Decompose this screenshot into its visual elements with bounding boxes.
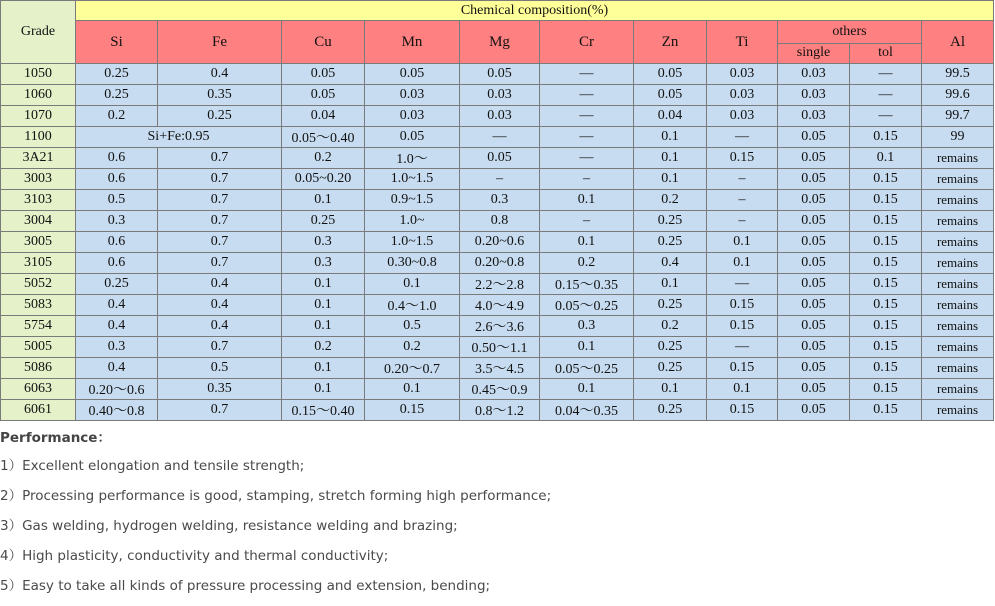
tol-cell: 0.15 <box>850 127 922 148</box>
mg-cell: 3.5～4.5 <box>460 358 540 379</box>
cu-cell: 0.15～0.40 <box>282 400 365 421</box>
zn-cell: 0.25 <box>634 295 707 316</box>
cr-cell: — <box>540 64 634 85</box>
fe-cell: 0.7 <box>158 148 282 169</box>
grade-cell: 3105 <box>1 253 76 274</box>
si-cell: 0.4 <box>76 295 158 316</box>
mg-cell: 0.05 <box>460 64 540 85</box>
si-cell: 0.25 <box>76 64 158 85</box>
fe-cell: 0.7 <box>158 211 282 232</box>
cu-cell: 0.1 <box>282 274 365 295</box>
al-cell: remains <box>922 148 994 169</box>
grade-cell: 3003 <box>1 169 76 190</box>
grade-cell: 1070 <box>1 106 76 127</box>
cu-cell: 0.25 <box>282 211 365 232</box>
table-row <box>1 148 994 169</box>
performance-item: 1）Excellent elongation and tensile strength; <box>0 458 305 474</box>
tol-cell: 0.15 <box>850 190 922 211</box>
performance-title: Performance： <box>0 430 111 446</box>
element-header-fe: Fe <box>158 21 282 64</box>
cu-cell: 0.1 <box>282 358 365 379</box>
table-row <box>1 127 994 148</box>
mn-cell: 0.05 <box>365 64 460 85</box>
mn-cell: 0.5 <box>365 316 460 337</box>
zn-cell: 0.04 <box>634 106 707 127</box>
grade-cell: 5005 <box>1 337 76 358</box>
single-cell: 0.05 <box>778 274 850 295</box>
si-cell: 0.6 <box>76 232 158 253</box>
fe-cell: 0.35 <box>158 85 282 106</box>
mg-cell: 0.05 <box>460 148 540 169</box>
grade-cell: 3103 <box>1 190 76 211</box>
single-cell: 0.05 <box>778 169 850 190</box>
cu-cell: 0.2 <box>282 148 365 169</box>
single-cell: 0.05 <box>778 400 850 421</box>
grade-cell: 1050 <box>1 64 76 85</box>
cu-cell: 0.05 <box>282 85 365 106</box>
mn-cell: 1.0～ <box>365 148 460 169</box>
single-cell: 0.03 <box>778 106 850 127</box>
element-header-zn: Zn <box>634 21 707 64</box>
zn-cell: 0.25 <box>634 358 707 379</box>
al-cell: remains <box>922 400 994 421</box>
mg-cell: – <box>460 169 540 190</box>
si-fe-cell: Si+Fe:0.95 <box>76 127 282 148</box>
single-cell: 0.05 <box>778 295 850 316</box>
cu-cell: 0.2 <box>282 337 365 358</box>
single-cell: 0.05 <box>778 127 850 148</box>
al-cell: 99.6 <box>922 85 994 106</box>
si-cell: 0.25 <box>76 274 158 295</box>
grade-header: Grade <box>1 1 76 64</box>
mg-cell: 0.20~0.8 <box>460 253 540 274</box>
grade-cell: 6061 <box>1 400 76 421</box>
tol-cell: 0.15 <box>850 295 922 316</box>
element-header-si: Si <box>76 21 158 64</box>
table-row <box>1 400 994 421</box>
mg-cell: 0.20~0.6 <box>460 232 540 253</box>
fe-cell: 0.7 <box>158 232 282 253</box>
mn-cell: 0.20～0.7 <box>365 358 460 379</box>
mn-cell: 0.2 <box>365 337 460 358</box>
cr-cell: 0.1 <box>540 337 634 358</box>
cr-cell: — <box>540 127 634 148</box>
single-cell: 0.05 <box>778 379 850 400</box>
cr-cell: 0.05～0.25 <box>540 358 634 379</box>
fe-cell: 0.7 <box>158 253 282 274</box>
cu-cell: 0.05~0.20 <box>282 169 365 190</box>
mg-cell: 0.8 <box>460 211 540 232</box>
mg-cell: 0.03 <box>460 106 540 127</box>
mn-cell: 0.1 <box>365 274 460 295</box>
table-row <box>1 316 994 337</box>
cr-cell: 0.1 <box>540 232 634 253</box>
table-row <box>1 358 994 379</box>
mg-cell: — <box>460 127 540 148</box>
zn-cell: 0.25 <box>634 337 707 358</box>
others-tol-header: tol <box>850 43 922 63</box>
fe-cell: 0.7 <box>158 190 282 211</box>
cu-cell: 0.05～0.40 <box>282 127 365 148</box>
si-cell: 0.5 <box>76 190 158 211</box>
tol-cell: — <box>850 106 922 127</box>
grade-cell: 3A21 <box>1 148 76 169</box>
zn-cell: 0.1 <box>634 169 707 190</box>
tol-cell: — <box>850 64 922 85</box>
al-cell: remains <box>922 379 994 400</box>
mn-cell: 0.05 <box>365 127 460 148</box>
tol-cell: 0.15 <box>850 253 922 274</box>
zn-cell: 0.1 <box>634 379 707 400</box>
table-row <box>1 379 994 400</box>
mg-cell: 2.6～3.6 <box>460 316 540 337</box>
table-row <box>1 190 994 211</box>
tol-cell: 0.15 <box>850 232 922 253</box>
others-header: others <box>778 21 922 44</box>
al-cell: remains <box>922 211 994 232</box>
cu-cell: 0.1 <box>282 190 365 211</box>
table-row <box>1 85 994 106</box>
table-row <box>1 253 994 274</box>
cr-cell: – <box>540 169 634 190</box>
cr-cell: 0.04～0.35 <box>540 400 634 421</box>
single-cell: 0.05 <box>778 211 850 232</box>
mn-cell: 0.4～1.0 <box>365 295 460 316</box>
al-cell: remains <box>922 232 994 253</box>
ti-cell: 0.1 <box>707 232 778 253</box>
fe-cell: 0.35 <box>158 379 282 400</box>
tol-cell: 0.15 <box>850 379 922 400</box>
ti-cell: — <box>707 127 778 148</box>
mn-cell: 0.03 <box>365 85 460 106</box>
ti-cell: 0.1 <box>707 253 778 274</box>
element-header-ti: Ti <box>707 21 778 64</box>
tol-cell: 0.15 <box>850 211 922 232</box>
grade-cell: 6063 <box>1 379 76 400</box>
table-row <box>1 211 994 232</box>
grade-cell: 5083 <box>1 295 76 316</box>
cu-cell: 0.04 <box>282 106 365 127</box>
al-cell: remains <box>922 295 994 316</box>
cu-cell: 0.1 <box>282 316 365 337</box>
al-cell: 99 <box>922 127 994 148</box>
cr-cell: 0.05～0.25 <box>540 295 634 316</box>
single-cell: 0.05 <box>778 316 850 337</box>
others-single-header: single <box>778 43 850 63</box>
table-row <box>1 295 994 316</box>
si-cell: 0.20～0.6 <box>76 379 158 400</box>
al-cell: remains <box>922 316 994 337</box>
ti-cell: – <box>707 190 778 211</box>
ti-cell: 0.03 <box>707 64 778 85</box>
single-cell: 0.03 <box>778 85 850 106</box>
table-row <box>1 232 994 253</box>
mn-cell: 1.0~1.5 <box>365 169 460 190</box>
mg-cell: 2.2～2.8 <box>460 274 540 295</box>
si-cell: 0.25 <box>76 85 158 106</box>
table-body <box>1 64 994 421</box>
performance-item: 3）Gas welding, hydrogen welding, resistance welding and brazing; <box>0 518 458 534</box>
mg-cell: 0.8～1.2 <box>460 400 540 421</box>
zn-cell: 0.05 <box>634 64 707 85</box>
si-cell: 0.6 <box>76 253 158 274</box>
si-cell: 0.3 <box>76 211 158 232</box>
ti-cell: 0.03 <box>707 106 778 127</box>
al-cell: remains <box>922 358 994 379</box>
mg-cell: 4.0～4.9 <box>460 295 540 316</box>
mn-cell: 0.03 <box>365 106 460 127</box>
mn-cell: 1.0~1.5 <box>365 232 460 253</box>
zn-cell: 0.2 <box>634 190 707 211</box>
zn-cell: 0.05 <box>634 85 707 106</box>
fe-cell: 0.25 <box>158 106 282 127</box>
si-cell: 0.3 <box>76 337 158 358</box>
grade-cell: 3004 <box>1 211 76 232</box>
grade-cell: 5086 <box>1 358 76 379</box>
cr-cell: 0.1 <box>540 190 634 211</box>
fe-cell: 0.4 <box>158 316 282 337</box>
cr-cell: — <box>540 148 634 169</box>
mg-cell: 0.50～1.1 <box>460 337 540 358</box>
tol-cell: — <box>850 85 922 106</box>
zn-cell: 0.25 <box>634 400 707 421</box>
al-cell: 99.7 <box>922 106 994 127</box>
mn-cell: 0.1 <box>365 379 460 400</box>
grade-cell: 3005 <box>1 232 76 253</box>
grade-cell: 5052 <box>1 274 76 295</box>
al-header: Al <box>922 21 994 64</box>
ti-cell: 0.03 <box>707 85 778 106</box>
si-cell: 0.40～0.8 <box>76 400 158 421</box>
fe-cell: 0.5 <box>158 358 282 379</box>
performance-item: 2）Processing performance is good, stamping, stretch forming high performance; <box>0 488 552 504</box>
ti-cell: 0.15 <box>707 295 778 316</box>
cr-cell: — <box>540 106 634 127</box>
tol-cell: 0.15 <box>850 274 922 295</box>
performance-section <box>0 427 990 601</box>
element-header-cu: Cu <box>282 21 365 64</box>
single-cell: 0.05 <box>778 148 850 169</box>
table-row <box>1 106 994 127</box>
element-header-mn: Mn <box>365 21 460 64</box>
fe-cell: 0.4 <box>158 295 282 316</box>
single-cell: 0.05 <box>778 232 850 253</box>
mn-cell: 0.30~0.8 <box>365 253 460 274</box>
table-row <box>1 169 994 190</box>
zn-cell: 0.4 <box>634 253 707 274</box>
zn-cell: 0.25 <box>634 211 707 232</box>
zn-cell: 0.1 <box>634 127 707 148</box>
si-cell: 0.2 <box>76 106 158 127</box>
grade-cell: 1100 <box>1 127 76 148</box>
table-row <box>1 64 994 85</box>
zn-cell: 0.1 <box>634 274 707 295</box>
mg-cell: 0.45～0.9 <box>460 379 540 400</box>
tol-cell: 0.15 <box>850 337 922 358</box>
table-row <box>1 274 994 295</box>
element-header-cr: Cr <box>540 21 634 64</box>
cu-cell: 0.3 <box>282 253 365 274</box>
cr-cell: 0.3 <box>540 316 634 337</box>
single-cell: 0.05 <box>778 190 850 211</box>
tol-cell: 0.15 <box>850 316 922 337</box>
cr-cell: — <box>540 85 634 106</box>
fe-cell: 0.7 <box>158 337 282 358</box>
fe-cell: 0.4 <box>158 274 282 295</box>
zn-cell: 0.2 <box>634 316 707 337</box>
al-cell: 99.5 <box>922 64 994 85</box>
grade-cell: 5754 <box>1 316 76 337</box>
ti-cell: 0.1 <box>707 379 778 400</box>
ti-cell: — <box>707 337 778 358</box>
chemical-composition-header: Chemical composition(%) <box>76 1 994 21</box>
ti-cell: – <box>707 169 778 190</box>
zn-cell: 0.25 <box>634 232 707 253</box>
cr-cell: 0.2 <box>540 253 634 274</box>
al-cell: remains <box>922 190 994 211</box>
single-cell: 0.05 <box>778 253 850 274</box>
ti-cell: – <box>707 211 778 232</box>
al-cell: remains <box>922 274 994 295</box>
si-cell: 0.6 <box>76 169 158 190</box>
ti-cell: 0.15 <box>707 358 778 379</box>
tol-cell: 0.15 <box>850 358 922 379</box>
cu-cell: 0.05 <box>282 64 365 85</box>
cu-cell: 0.1 <box>282 379 365 400</box>
cu-cell: 0.1 <box>282 295 365 316</box>
single-cell: 0.05 <box>778 358 850 379</box>
performance-item: 5）Easy to take all kinds of pressure processing and extension, bending; <box>0 578 491 594</box>
cr-cell: 0.1 <box>540 379 634 400</box>
al-cell: remains <box>922 169 994 190</box>
si-cell: 0.4 <box>76 358 158 379</box>
table-row <box>1 337 994 358</box>
performance-item: 4）High plasticity, conductivity and thermal conductivity; <box>0 548 389 564</box>
ti-cell: 0.15 <box>707 400 778 421</box>
ti-cell: — <box>707 274 778 295</box>
single-cell: 0.03 <box>778 64 850 85</box>
cr-cell: – <box>540 211 634 232</box>
tol-cell: 0.15 <box>850 169 922 190</box>
mn-cell: 0.9~1.5 <box>365 190 460 211</box>
mn-cell: 0.15 <box>365 400 460 421</box>
fe-cell: 0.4 <box>158 64 282 85</box>
mg-cell: 0.03 <box>460 85 540 106</box>
al-cell: remains <box>922 337 994 358</box>
mn-cell: 1.0~ <box>365 211 460 232</box>
tol-cell: 0.1 <box>850 148 922 169</box>
si-cell: 0.6 <box>76 148 158 169</box>
ti-cell: 0.15 <box>707 148 778 169</box>
single-cell: 0.05 <box>778 337 850 358</box>
element-header-mg: Mg <box>460 21 540 64</box>
al-cell: remains <box>922 253 994 274</box>
fe-cell: 0.7 <box>158 400 282 421</box>
tol-cell: 0.15 <box>850 400 922 421</box>
grade-cell: 1060 <box>1 85 76 106</box>
ti-cell: 0.15 <box>707 316 778 337</box>
fe-cell: 0.7 <box>158 169 282 190</box>
zn-cell: 0.1 <box>634 148 707 169</box>
mg-cell: 0.3 <box>460 190 540 211</box>
cu-cell: 0.3 <box>282 232 365 253</box>
si-cell: 0.4 <box>76 316 158 337</box>
cr-cell: 0.15～0.35 <box>540 274 634 295</box>
